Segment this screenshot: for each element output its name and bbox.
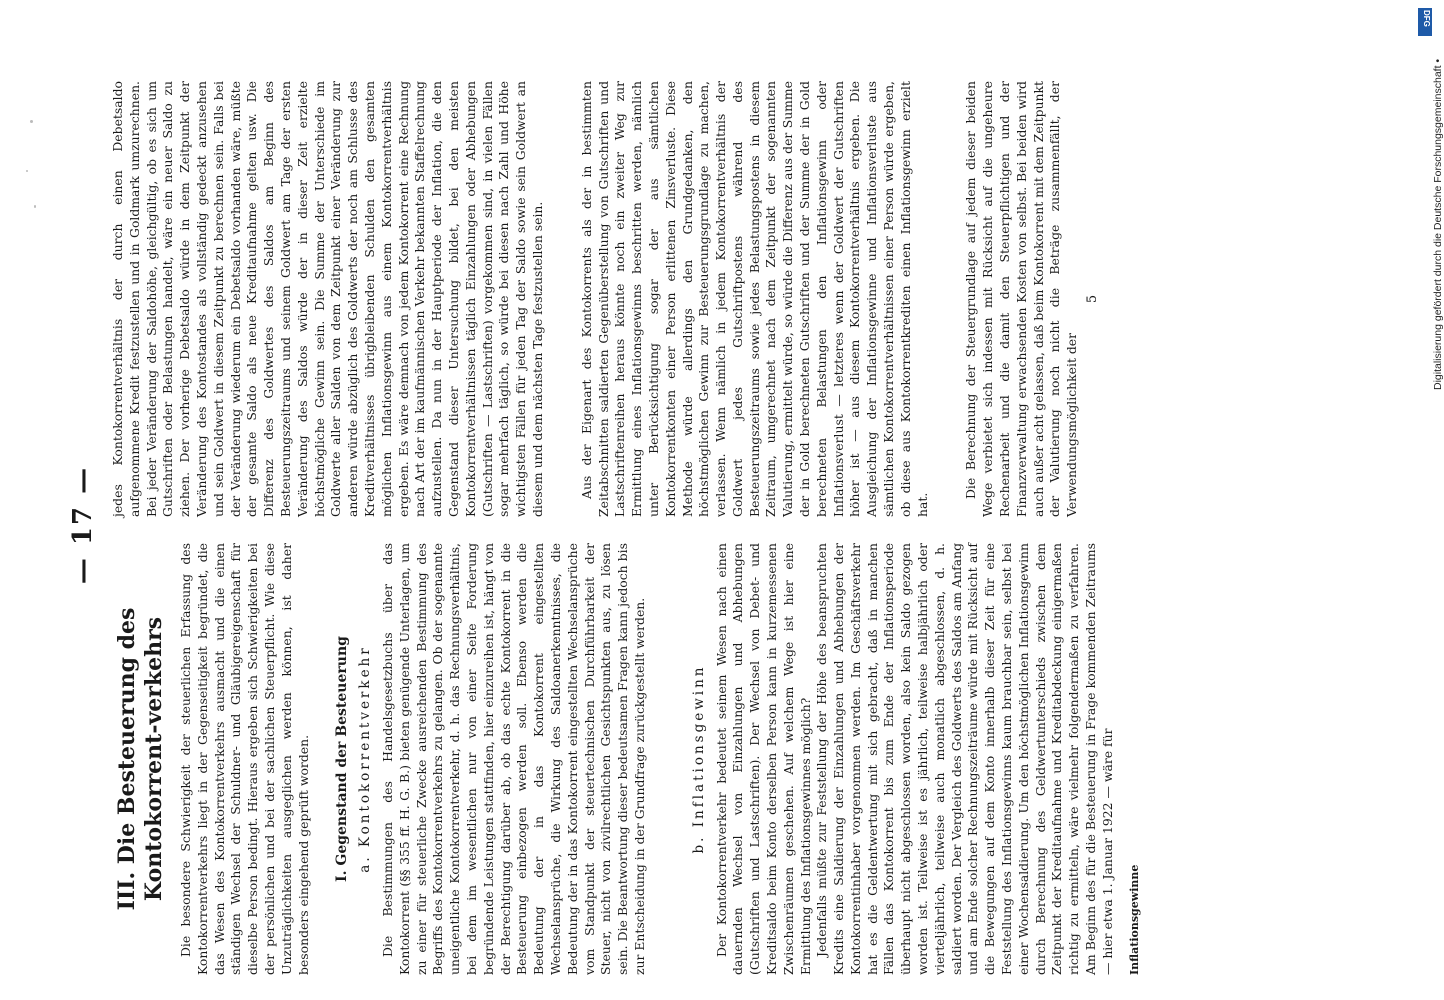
dfg-credit-text: Digitalisierung gefördert durch die Deutsche Forschungsgemeinschaft • — [1432, 58, 1444, 390]
paragraph-b2: Jedenfalls müßte zur Feststellung der Höhe des beanspruchten Kredits eine Saldierung der Einzahlungen und Abhebungen der Kontokorrentinhaber vorgenommen werden. Im Geschäftsverkehr hat es die Geldentwertung mit sich gebracht, daß in manchen Fällen das Kontokorrent bis zum Ende der Inflationsperiode überhaupt nicht abgeschlossen worden, also kein Saldo gezogen worden ist. Teilweise ist es jährlich, teilweise halbjährlich oder vierteljährlich, teilweise auch monatlich abgeschlossen, d. h. saldiert worden. Der Vergleich des Goldwerts des Saldos am Anfang und am Ende solcher Rechnungszeiträume würde mit Rücksicht auf die Bewegungen auf dem Konto innerhalb dieser Zeit für eine Feststellung des Inflationsgewinns kaum brauchbar sein, selbst bei einer Wochensaldierung. Um den höchstmöglichen Inflationsgewinn durch Berechnung des Geldwertunterschieds zwischen dem Zeitpunkt der Kreditaufnahme und Kreditabdeckung einigermaßen richtig zu ermitteln, wäre vielmehr folgendermaßen zu verfahren. Am Beginn des für die Besteuerung in Frage kommenden Zeitraums — hier etwa 1. Januar 1922 — wäre für — [814, 543, 1115, 975]
paragraph-a1: Die Bestimmungen des Handelsgesetzbuchs über das Kontokorrent (§§ 355 ff. H. G. B.) bieten genügende Unterlagen, um zu einer für steuerliche Zwecke ausreichenden Bestimmung des Begriffs des Kontokorrentverkehrs zu gelangen. Ob der sogenannte uneigentliche Kontokorrentverkehr, d. h. das Rechnungsverhältnis, bei dem im wesentlichen nur von einer Seite Forderung begründende Leistungen stattfinden, hier einzureihen ist, hängt von der Berechtigung darüber ab, ob das echte Kontokorrent in die Besteuerung einbezogen werden soll. Ebenso werden die Bedeutung der in das Kontokorrent eingestellten Wechselansprüche, die Wirkung des Saldoanerkenntnisses, die Bedeutung der in das Kontokorrent eingestellten Wechselansprüche vom Standpunkt der steuertechnischen Durchführbarkeit der Steuer, nicht von zivilrechtlichen Gesichtspunkten aus, zu lösen sein. Die Beantwortung dieser bedeutsamen Fragen kann jedoch bis zur Entscheidung in der Grundfrage zurückgestellt werden. — [379, 543, 647, 975]
marginal-note: Inflationsgewinne — [1127, 864, 1141, 975]
page-number: 5 — [1085, 294, 1101, 304]
page-header: — 17 — — [68, 465, 98, 585]
paragraph-b1: Der Kontokorrentverkehr bedeutet seinem Wesen nach einen dauernden Wechsel von Einzahlungen und Abhebungen (Gutschriften und Lastschriften). Der Wechsel von Debet- und Kreditsaldo beim Konto derselben Person kann in kurzemessenen Zwischenräumen geschehen. Auf welchem Wege ist hier eine Ermittlung des Inflationsgewinnes möglich? — [713, 543, 813, 975]
rotated-page-content — [60, 75, 1385, 975]
dfg-logo-text: DFG — [1422, 10, 1431, 27]
subsection-b-title: b. Inflationsgewinn — [690, 664, 707, 854]
chapter-title: III. Die Besteuerung des Kontokorrent-verkehrs — [114, 607, 167, 911]
right-column — [110, 81, 1375, 517]
section-title: I. Gegenstand der Besteuerung — [334, 636, 351, 882]
dfg-logo — [1418, 8, 1432, 36]
left-column — [110, 543, 1375, 975]
scan-speck — [26, 170, 28, 172]
scan-speck — [30, 120, 33, 123]
subsection-a-title: a. Kontokorrentverkehr — [357, 645, 374, 873]
scan-speck — [34, 205, 36, 208]
intro-paragraph: Die besondere Schwierigkeit der steuerlichen Erfassung des Kontokorrentverkehrs liegt in der Gegenseitigkeit begründet, die das Wesen des Kontokorrentverkehrs ausmacht und die einen ständigen Wechsel der Schuldner- und Gläubigereigenschaft für dieselbe Person bedingt. Hieraus ergeben sich Schwierigkeiten bei der persönlichen und bei der sachlichen Steuerpflicht. Wie diese Unzuträglichkeiten ausgeglichen werden können, ist daher besonders eingehend geprüft worden. — [178, 543, 311, 975]
paragraph-r2: Aus der Eigenart des Kontokorrents als der in bestimmten Zeitabschnitten saldierten Gegenüberstellung von Gutschriften und Lastschriftenreihen heraus könnte noch ein zweiter Weg zur Ermittlung eines Inflationsgewinns beschritten werden, nämlich unter Berücksichtigung sogar der aus sämtlichen Kontokorrentkonten einer Person erlittenen Zinsverluste. Diese Methode würde allerdings den Grundgedanken, den höchstmöglichen Gewinn zur Besteuerungsgrundlage zu machen, verlassen. Wenn nämlich in jedem Kontokorrentverhältnis der Goldwert jedes Gutschriftpostens während des Besteuerungszeitraums sowie jedes Belastungspostens in diesem Zeitraum, umgerechnet nach dem Zeitpunkt der sogenannten Valutierung, ermittelt würde, so würde die Differenz aus der Summe der in Gold berechneten Gutschriften und der Summe der in Gold berechneten Belastungen den Inflationsgewinn oder Inflationsverlust — letzteres wenn der Goldwert der Gutschriften höher ist — aus diesem Kontokorrentverhältnis ergeben. Die Ausgleichung der Inflationsgewinne und Inflationsverluste aus sämtlichen Kontokorrentverhältnissen einer Person würde ergeben, ob diese aus Kontokorrentkrediten einen Inflationsgewinn erzielt hat. — [578, 81, 930, 517]
paragraph-r1: jedes Kontokorrentverhältnis der durch einen Debetsaldo aufgenommene Kredit festzustellen und in Goldmark umzurechnen. Bei jeder Veränderung der Saldohöhe, gleichgültig, ob es sich um Gutschriften oder Belastungen handelt, wäre ein neuer Saldo zu ziehen. Der vorherige Debetsaldo würde in dem Zeitpunkt der Veränderung des Kontostandes als vollständig gedeckt anzusehen und sein Goldwert in diesem Zeitpunkt zu berechnen sein. Falls bei der Veränderung wiederum ein Debetsaldo vorhanden wäre, müßte der gesamte Saldo als neue Kreditaufnahme gelten usw. Die Differenz des Goldwertes des Saldos am Beginn des Besteuerungszeitraums und seinem Goldwert am Tage der ersten Veränderung des Saldos würde der in dieser Zeit erzielte höchstmögliche Gewinn sein. Die Summe der Unterschiede im Goldwerte aller Salden von dem Zeitpunkt einer Veränderung zur anderen würde abzüglich des Goldwerts der noch am Schlusse des Kreditverhältnisses übrigbleibenden Schulden den gesamten möglichen Inflationsgewinn aus einem Kontokorrentverhältnis ergeben. Es wäre demnach von jedem Kontokorrent eine Rechnung nach Art der im kaufmännischen Verkehr bekannten Staffelrechnung aufzustellen. Da nun in der Hauptperiode der Inflation, die den Gegenstand dieser Untersuchung bildet, bei den meisten Kontokorrentverhältnissen täglich Einzahlungen oder Abhebungen (Gutschriften — Lastschriften) vorgekommen sind, in vielen Fällen sogar mehrfach täglich, so würde bei diesen nach Zahl und Höhe wichtigsten Fällen für jeden Tag der Saldo sowie sein Goldwert an diesem und dem nächsten Tage festzustellen sein. — [110, 81, 545, 517]
paragraph-r3: Die Berechnung der Steuergrundlage auf jedem dieser beiden Wege verbietet sich indessen mit Rücksicht auf die ungeheure Rechenarbeit und die damit den Steuerpflichtigen und der Finanzverwaltung erwachsenden Kosten von selbst. Bei beiden wird auch außer acht gelassen, daß beim Kontokorrent mit dem Zeitpunkt der Valutierung noch nicht die Beträge zusammenfällt, der Verwendungsmöglichkeit der — [963, 81, 1080, 517]
